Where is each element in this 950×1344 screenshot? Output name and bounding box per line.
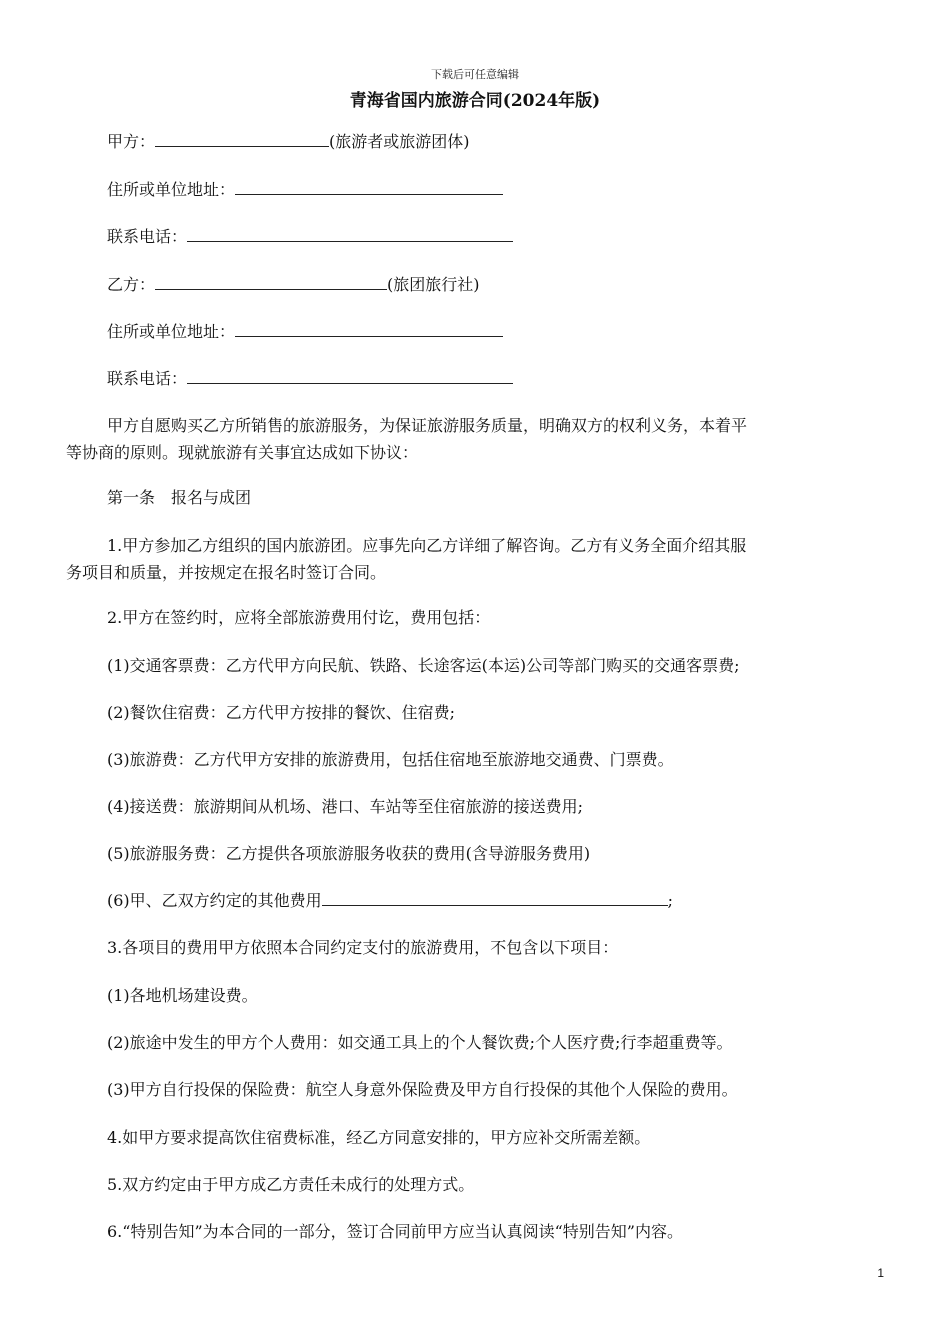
party-a-suffix: (旅游者或旅游团体): [329, 132, 470, 151]
item-2: 2.甲方在签约时，应将全部旅游费用付讫，费用包括：: [107, 608, 491, 627]
party-b-address-label: 住所或单位地址：: [107, 322, 236, 341]
preamble-line-2: 等协商的原则。现就旅游有关事宜达成如下协议：: [66, 443, 419, 462]
fee-item-6-end: ;: [667, 891, 674, 910]
party-b-address-blank: [235, 322, 503, 337]
item-1-line-1: 1.甲方参加乙方组织的国内旅游团。应事先向乙方详细了解咨询。乙方有义务全面介绍其服: [107, 536, 747, 555]
party-b-phone-label: 联系电话：: [107, 369, 188, 388]
item-6: 6.“特别告知”为本合同的一部分，签订合同前甲方应当认真阅读“特别告知”内容。: [107, 1222, 683, 1241]
party-b-suffix: (旅团旅行社): [387, 275, 480, 294]
party-b-address-line: [107, 322, 503, 342]
exclusion-3: (3)甲方自行投保的保险费：航空人身意外保险费及甲方自行投保的其他个人保险的费用。: [107, 1080, 738, 1099]
fee-item-5: (5)旅游服务费：乙方提供各项旅游服务收获的费用(含导游服务费用): [107, 844, 591, 863]
preamble-line-1: 甲方自愿购买乙方所销售的旅游服务，为保证旅游服务质量，明确双方的权利义务，本着平: [107, 416, 748, 435]
header-note: 下载后可任意编辑: [431, 68, 519, 81]
party-a-label: 甲方：: [107, 132, 156, 151]
item-5: 5.双方约定由于甲方成乙方责任未成行的处理方式。: [107, 1175, 475, 1194]
article-1-heading: 第一条 报名与成团: [107, 488, 252, 507]
item-4: 4.如甲方要求提高饮住宿费标准，经乙方同意安排的，甲方应补交所需差额。: [107, 1128, 651, 1147]
party-a-phone-line: [107, 227, 513, 247]
fee-item-2: (2)餐饮住宿费：乙方代甲方按排的餐饮、住宿费;: [107, 703, 456, 722]
item-1-line-2: 务项目和质量，并按规定在报名时签订合同。: [66, 563, 387, 582]
fee-item-6-blank: [322, 891, 668, 906]
exclusion-2: (2)旅途中发生的甲方个人费用：如交通工具上的个人餐饮费;个人医疗费;行李超重费等。: [107, 1033, 733, 1052]
fee-item-1: (1)交通客票费：乙方代甲方向民航、铁路、长途客运(本运)公司等部门购买的交通客票费;: [107, 656, 740, 675]
party-a-address-label: 住所或单位地址：: [107, 180, 236, 199]
fee-item-3: (3)旅游费：乙方代甲方安排的旅游费用，包括住宿地至旅游地交通费、门票费。: [107, 750, 674, 769]
item-3: 3.各项目的费用甲方依照本合同约定支付的旅游费用，不包含以下项目：: [107, 938, 619, 957]
party-b-phone-blank: [187, 369, 513, 384]
page-number: 1: [877, 1266, 884, 1280]
party-b-phone-line: [107, 369, 513, 389]
exclusion-1: (1)各地机场建设费。: [107, 986, 258, 1005]
fee-item-6: [107, 891, 673, 911]
fee-item-6-label: (6)甲、乙双方约定的其他费用: [107, 891, 322, 910]
document-title: 青海省国内旅游合同(2024年版): [349, 91, 601, 111]
fee-item-4: (4)接送费：旅游期间从机场、港口、车站等至住宿旅游的接送费用;: [107, 797, 584, 816]
party-a-name-blank: [155, 132, 329, 147]
party-a-phone-label: 联系电话：: [107, 227, 188, 246]
party-a-address-line: [107, 180, 503, 200]
party-b-label: 乙方：: [107, 275, 156, 294]
party-b-name-blank: [155, 275, 387, 290]
party-a-phone-blank: [187, 227, 513, 242]
party-a-address-blank: [235, 180, 503, 195]
party-a-line: [107, 132, 470, 152]
party-b-line: [107, 275, 480, 295]
